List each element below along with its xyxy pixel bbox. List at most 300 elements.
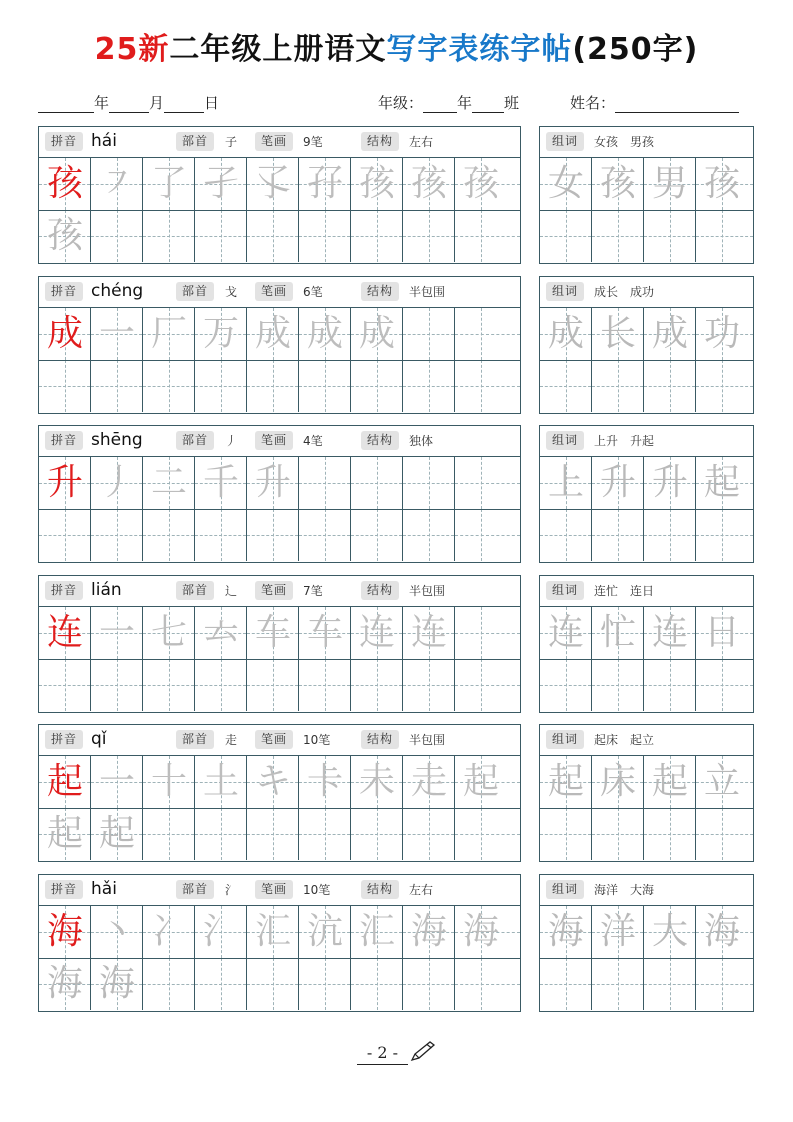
structure-value: 半包围 <box>409 285 446 299</box>
words-value: 成长 成功 <box>594 285 655 299</box>
model-cell-char: 海 <box>46 911 83 952</box>
word-trace-cell[interactable] <box>540 756 592 808</box>
row-divider <box>39 659 520 660</box>
stroke-step-cell[interactable] <box>91 158 143 210</box>
row-divider <box>540 360 753 361</box>
strokes-tag: 笔画 <box>255 730 293 749</box>
writing-cell[interactable] <box>455 958 520 1010</box>
words-header <box>540 127 753 158</box>
word-writing-cell[interactable] <box>540 808 592 860</box>
stroke-step-cell-char: 卡 <box>306 761 343 802</box>
structure-tag: 结构 <box>361 880 399 899</box>
word-trace-cell[interactable] <box>540 158 592 210</box>
pinyin-tag: 拼音 <box>45 730 83 749</box>
word-writing-cell[interactable] <box>644 659 696 711</box>
pinyin-tag: 拼音 <box>45 581 83 600</box>
stroke-step-cell-char: 车 <box>306 612 343 653</box>
page-number: - 2 - <box>357 1043 408 1065</box>
pinyin-value: qǐ <box>91 729 107 749</box>
word-trace-cell-char: 升 <box>651 462 688 503</box>
word-trace-cell-char: 大 <box>651 911 688 952</box>
writing-cell[interactable] <box>351 457 403 509</box>
writing-cell[interactable] <box>195 659 247 711</box>
word-writing-cell[interactable] <box>592 210 644 262</box>
stroke-step-cell[interactable] <box>299 906 351 958</box>
trace-cell-char: 海 <box>46 963 83 1004</box>
word-writing-cell[interactable] <box>644 958 696 1010</box>
stroke-step-cell[interactable] <box>91 607 143 659</box>
writing-cell[interactable] <box>91 509 143 561</box>
stroke-step-cell[interactable] <box>195 607 247 659</box>
stroke-step-cell[interactable] <box>351 756 403 808</box>
grade-blank[interactable] <box>423 97 457 113</box>
grade-year-label: 年 <box>457 94 473 112</box>
writing-cell[interactable] <box>91 659 143 711</box>
stroke-step-cell-char: 一 <box>98 612 135 653</box>
stroke-step-cell[interactable] <box>403 906 455 958</box>
word-writing-cell[interactable] <box>592 808 644 860</box>
class-blank[interactable] <box>472 97 504 113</box>
stroke-step-cell-char: 丿 <box>98 462 135 503</box>
strokes-value: 4笔 <box>303 434 323 448</box>
writing-cell[interactable] <box>455 659 520 711</box>
radical-value: 戈 <box>225 285 238 299</box>
model-cell[interactable] <box>39 457 91 509</box>
words-header <box>540 875 753 906</box>
stroke-step-cell-char: 孖 <box>306 163 343 204</box>
practice-box-qi <box>38 724 521 862</box>
row-divider <box>39 958 520 959</box>
trace-cell[interactable] <box>39 210 91 262</box>
word-writing-cell[interactable] <box>540 958 592 1010</box>
word-trace-cell[interactable] <box>644 756 696 808</box>
words-box-hai2 <box>539 874 754 1012</box>
writing-cell[interactable] <box>91 360 143 412</box>
stroke-step-cell[interactable] <box>403 756 455 808</box>
stroke-step-cell[interactable] <box>143 607 195 659</box>
word-trace-cell[interactable] <box>592 457 644 509</box>
writing-cell[interactable] <box>351 958 403 1010</box>
word-trace-cell[interactable] <box>644 158 696 210</box>
words-value: 起床 起立 <box>594 733 655 747</box>
structure-tag: 结构 <box>361 431 399 450</box>
words-box-hai <box>539 126 754 264</box>
writing-cell[interactable] <box>247 360 299 412</box>
words-header <box>540 725 753 756</box>
pinyin-value: hái <box>91 131 117 151</box>
month-blank[interactable] <box>109 97 149 113</box>
stroke-step-cell[interactable] <box>195 308 247 360</box>
word-trace-cell[interactable] <box>696 756 753 808</box>
word-trace-cell[interactable] <box>540 308 592 360</box>
stroke-step-cell-char: 成 <box>358 313 395 354</box>
words-tag: 组词 <box>546 282 584 301</box>
writing-cell[interactable] <box>455 360 520 412</box>
writing-cell[interactable] <box>455 607 520 659</box>
day-blank[interactable] <box>164 97 204 113</box>
words-tag: 组词 <box>546 880 584 899</box>
trace-cell-char: 起 <box>46 813 83 854</box>
stroke-step-cell[interactable] <box>143 756 195 808</box>
word-trace-cell[interactable] <box>592 906 644 958</box>
word-trace-cell-char: 立 <box>703 761 740 802</box>
word-trace-cell-char: 忙 <box>599 612 636 653</box>
word-writing-cell[interactable] <box>592 958 644 1010</box>
radical-tag: 部首 <box>176 431 214 450</box>
grade-label: 年级： <box>378 94 424 112</box>
word-writing-cell[interactable] <box>540 659 592 711</box>
writing-cell[interactable] <box>299 210 351 262</box>
words-value: 女孩 男孩 <box>594 135 655 149</box>
practice-box-sheng <box>38 425 521 563</box>
name-blank[interactable] <box>615 97 739 113</box>
words-box-qi <box>539 724 754 862</box>
strokes-tag: 笔画 <box>255 581 293 600</box>
word-trace-cell-char: 连 <box>651 612 688 653</box>
stroke-step-cell-char: 孑 <box>202 163 239 204</box>
stroke-step-cell[interactable] <box>247 158 299 210</box>
stroke-step-cell-char: 厂 <box>150 313 187 354</box>
writing-cell[interactable] <box>403 360 455 412</box>
word-writing-cell[interactable] <box>696 360 753 412</box>
stroke-step-cell[interactable] <box>299 158 351 210</box>
writing-cell[interactable] <box>143 808 195 860</box>
structure-value: 半包围 <box>409 584 446 598</box>
year-label: 年 <box>94 94 110 112</box>
word-writing-cell[interactable] <box>696 659 753 711</box>
word-trace-cell-char: 升 <box>599 462 636 503</box>
strokes-tag: 笔画 <box>255 132 293 151</box>
radical-value: 子 <box>225 135 238 149</box>
writing-cell[interactable] <box>455 457 520 509</box>
writing-cell[interactable] <box>247 210 299 262</box>
stroke-step-cell-char: 丶 <box>98 911 135 952</box>
words-value: 连忙 连日 <box>594 584 655 598</box>
title-part-1: 25新 <box>94 32 170 67</box>
writing-cell[interactable] <box>403 958 455 1010</box>
writing-cell[interactable] <box>455 210 520 262</box>
writing-cell[interactable] <box>299 457 351 509</box>
stroke-step-cell[interactable] <box>143 457 195 509</box>
stroke-step-cell-char: 冫 <box>150 911 187 952</box>
writing-cell[interactable] <box>143 509 195 561</box>
stroke-step-cell[interactable] <box>299 308 351 360</box>
pinyin-value: hǎi <box>91 879 117 899</box>
word-trace-cell-char: 成 <box>547 313 584 354</box>
word-trace-cell[interactable] <box>592 607 644 659</box>
stroke-step-cell[interactable] <box>403 158 455 210</box>
strokes-tag: 笔画 <box>255 282 293 301</box>
stroke-step-cell-char: 车 <box>254 612 291 653</box>
word-writing-cell[interactable] <box>696 958 753 1010</box>
stroke-step-cell[interactable] <box>247 607 299 659</box>
row-divider <box>540 210 753 211</box>
year-blank[interactable] <box>38 97 94 113</box>
word-trace-cell[interactable] <box>696 607 753 659</box>
stroke-step-cell[interactable] <box>351 158 403 210</box>
word-trace-cell[interactable] <box>696 906 753 958</box>
model-cell-char: 成 <box>46 313 83 354</box>
words-box-sheng <box>539 425 754 563</box>
word-trace-cell-char: 男 <box>651 163 688 204</box>
day-label: 日 <box>204 94 220 112</box>
word-trace-cell-char: 孩 <box>599 163 636 204</box>
row-divider <box>540 659 753 660</box>
structure-tag: 结构 <box>361 730 399 749</box>
writing-cell[interactable] <box>299 808 351 860</box>
info-header <box>39 875 520 906</box>
writing-cell[interactable] <box>299 958 351 1010</box>
word-writing-cell[interactable] <box>644 808 696 860</box>
radical-tag: 部首 <box>176 880 214 899</box>
word-trace-cell[interactable] <box>696 308 753 360</box>
words-tag: 组词 <box>546 730 584 749</box>
writing-cell[interactable] <box>299 360 351 412</box>
radical-value: 走 <box>225 733 238 747</box>
writing-cell[interactable] <box>143 360 195 412</box>
stroke-step-cell-char: 一 <box>98 761 135 802</box>
strokes-value: 9笔 <box>303 135 323 149</box>
words-box-lian <box>539 575 754 713</box>
word-writing-cell[interactable] <box>644 210 696 262</box>
stroke-step-cell[interactable] <box>91 756 143 808</box>
writing-cell[interactable] <box>455 308 520 360</box>
word-trace-cell-char: 女 <box>547 163 584 204</box>
writing-cell[interactable] <box>195 509 247 561</box>
radical-value: 丿 <box>225 434 238 448</box>
model-cell[interactable] <box>39 158 91 210</box>
practice-box-cheng <box>38 276 521 414</box>
writing-cell[interactable] <box>455 509 520 561</box>
title-part-4: (250字) <box>572 32 699 67</box>
writing-cell[interactable] <box>351 360 403 412</box>
word-trace-cell[interactable] <box>540 906 592 958</box>
stroke-step-cell-char: 万 <box>202 313 239 354</box>
structure-tag: 结构 <box>361 282 399 301</box>
word-trace-cell-char: 成 <box>651 313 688 354</box>
writing-cell[interactable] <box>247 808 299 860</box>
info-header <box>39 426 520 457</box>
stroke-step-cell[interactable] <box>455 756 520 808</box>
stroke-step-cell-char: 连 <box>410 612 447 653</box>
writing-cell[interactable] <box>299 659 351 711</box>
writing-cell[interactable] <box>247 958 299 1010</box>
word-writing-cell[interactable] <box>696 210 753 262</box>
title-part-2: 二年级上册语文 <box>169 32 387 67</box>
stroke-step-cell[interactable] <box>247 756 299 808</box>
writing-cell[interactable] <box>195 360 247 412</box>
radical-value: 氵 <box>225 883 238 897</box>
stroke-step-cell[interactable] <box>143 308 195 360</box>
writing-cell[interactable] <box>39 659 91 711</box>
stroke-step-cell[interactable] <box>351 607 403 659</box>
word-trace-cell[interactable] <box>696 158 753 210</box>
stroke-step-cell[interactable] <box>195 906 247 958</box>
words-value: 上升 升起 <box>594 434 655 448</box>
info-header <box>39 127 520 158</box>
model-cell[interactable] <box>39 756 91 808</box>
writing-cell[interactable] <box>455 808 520 860</box>
stroke-step-cell[interactable] <box>91 308 143 360</box>
pinyin-value: shēng <box>91 430 143 450</box>
radical-tag: 部首 <box>176 730 214 749</box>
writing-cell[interactable] <box>351 210 403 262</box>
stroke-step-cell[interactable] <box>403 607 455 659</box>
stroke-step-cell-char: 七 <box>150 612 187 653</box>
word-trace-cell-char: 功 <box>703 313 740 354</box>
stroke-step-cell[interactable] <box>455 158 520 210</box>
radical-tag: 部首 <box>176 282 214 301</box>
name-label: 姓名： <box>570 94 616 112</box>
word-trace-cell-char: 长 <box>599 313 636 354</box>
row-divider <box>39 808 520 809</box>
stroke-step-cell-char: 孩 <box>358 163 395 204</box>
stroke-step-cell[interactable] <box>455 906 520 958</box>
writing-cell[interactable] <box>403 509 455 561</box>
words-tag: 组词 <box>546 581 584 600</box>
stroke-step-cell-char: 海 <box>462 911 499 952</box>
pinyin-tag: 拼音 <box>45 132 83 151</box>
writing-cell[interactable] <box>143 659 195 711</box>
writing-cell[interactable] <box>39 509 91 561</box>
stroke-step-cell[interactable] <box>247 308 299 360</box>
trace-cell[interactable] <box>91 808 143 860</box>
word-writing-cell[interactable] <box>540 210 592 262</box>
radical-tag: 部首 <box>176 132 214 151</box>
writing-cell[interactable] <box>195 808 247 860</box>
stroke-step-cell-char: 成 <box>306 313 343 354</box>
trace-cell-char: 孩 <box>46 215 83 256</box>
stroke-step-cell[interactable] <box>351 906 403 958</box>
word-trace-cell-char: 床 <box>599 761 636 802</box>
stroke-step-cell-char: キ <box>254 761 291 802</box>
word-trace-cell[interactable] <box>644 607 696 659</box>
stroke-step-cell[interactable] <box>195 457 247 509</box>
writing-cell[interactable] <box>91 210 143 262</box>
trace-cell-char: 起 <box>98 813 135 854</box>
stroke-step-cell-char: 孓 <box>254 163 291 204</box>
words-box-cheng <box>539 276 754 414</box>
model-cell[interactable] <box>39 906 91 958</box>
word-trace-cell[interactable] <box>540 607 592 659</box>
stroke-step-cell[interactable] <box>247 906 299 958</box>
stroke-step-cell-char: 孩 <box>410 163 447 204</box>
writing-cell[interactable] <box>403 210 455 262</box>
stroke-step-cell[interactable] <box>351 308 403 360</box>
stroke-step-cell-char: 未 <box>358 761 395 802</box>
stroke-step-cell-char: 二 <box>150 462 187 503</box>
word-writing-cell[interactable] <box>592 509 644 561</box>
word-trace-cell[interactable] <box>644 457 696 509</box>
writing-cell[interactable] <box>39 360 91 412</box>
writing-cell[interactable] <box>351 509 403 561</box>
writing-cell[interactable] <box>143 958 195 1010</box>
word-trace-cell[interactable] <box>696 457 753 509</box>
stroke-step-cell-char: 海 <box>410 911 447 952</box>
writing-cell[interactable] <box>403 808 455 860</box>
pinyin-value: chéng <box>91 281 144 301</box>
writing-cell[interactable] <box>195 958 247 1010</box>
stroke-step-cell[interactable] <box>195 158 247 210</box>
model-cell-char: 起 <box>46 761 83 802</box>
stroke-step-cell[interactable] <box>143 906 195 958</box>
word-writing-cell[interactable] <box>540 509 592 561</box>
structure-value: 左右 <box>409 883 434 897</box>
word-writing-cell[interactable] <box>696 808 753 860</box>
practice-box-lian <box>38 575 521 713</box>
model-cell[interactable] <box>39 607 91 659</box>
word-writing-cell[interactable] <box>540 360 592 412</box>
page-title <box>0 24 793 68</box>
word-writing-cell[interactable] <box>696 509 753 561</box>
stroke-step-cell[interactable] <box>91 457 143 509</box>
stroke-step-cell[interactable] <box>299 756 351 808</box>
trace-cell-char: 海 <box>98 963 135 1004</box>
strokes-value: 7笔 <box>303 584 323 598</box>
writing-cell[interactable] <box>143 210 195 262</box>
stroke-step-cell-char: 一 <box>98 313 135 354</box>
trace-cell[interactable] <box>39 958 91 1010</box>
stroke-step-cell[interactable] <box>195 756 247 808</box>
writing-cell[interactable] <box>403 659 455 711</box>
word-writing-cell[interactable] <box>592 360 644 412</box>
words-header <box>540 426 753 457</box>
stroke-step-cell-char: 土 <box>202 761 239 802</box>
word-writing-cell[interactable] <box>644 509 696 561</box>
writing-cell[interactable] <box>403 457 455 509</box>
info-header <box>39 576 520 607</box>
trace-cell[interactable] <box>91 958 143 1010</box>
writing-cell[interactable] <box>247 509 299 561</box>
stroke-step-cell[interactable] <box>91 906 143 958</box>
writing-cell[interactable] <box>195 210 247 262</box>
word-trace-cell-char: 洋 <box>599 911 636 952</box>
model-cell[interactable] <box>39 308 91 360</box>
strokes-tag: 笔画 <box>255 431 293 450</box>
stroke-step-cell-char: 汇 <box>358 911 395 952</box>
trace-cell[interactable] <box>39 808 91 860</box>
month-label: 月 <box>149 94 165 112</box>
word-writing-cell[interactable] <box>644 360 696 412</box>
model-cell-char: 连 <box>46 612 83 653</box>
stroke-step-cell-char: 连 <box>358 612 395 653</box>
writing-cell[interactable] <box>351 659 403 711</box>
writing-cell[interactable] <box>351 808 403 860</box>
practice-box-hai2 <box>38 874 521 1012</box>
structure-tag: 结构 <box>361 132 399 151</box>
stroke-step-cell[interactable] <box>299 607 351 659</box>
word-trace-cell[interactable] <box>540 457 592 509</box>
practice-box-hai <box>38 126 521 264</box>
writing-cell[interactable] <box>299 509 351 561</box>
writing-cell[interactable] <box>247 659 299 711</box>
stroke-step-cell[interactable] <box>247 457 299 509</box>
word-trace-cell[interactable] <box>592 158 644 210</box>
row-divider <box>540 958 753 959</box>
stroke-step-cell[interactable] <box>143 158 195 210</box>
word-trace-cell[interactable] <box>592 756 644 808</box>
class-label: 班 <box>504 94 520 112</box>
word-writing-cell[interactable] <box>592 659 644 711</box>
stroke-step-cell-char: 成 <box>254 313 291 354</box>
word-trace-cell[interactable] <box>592 308 644 360</box>
word-trace-cell-char: 起 <box>651 761 688 802</box>
strokes-tag: 笔画 <box>255 880 293 899</box>
writing-cell[interactable] <box>403 308 455 360</box>
word-trace-cell[interactable] <box>644 308 696 360</box>
structure-value: 独体 <box>409 434 434 448</box>
word-trace-cell[interactable] <box>644 906 696 958</box>
